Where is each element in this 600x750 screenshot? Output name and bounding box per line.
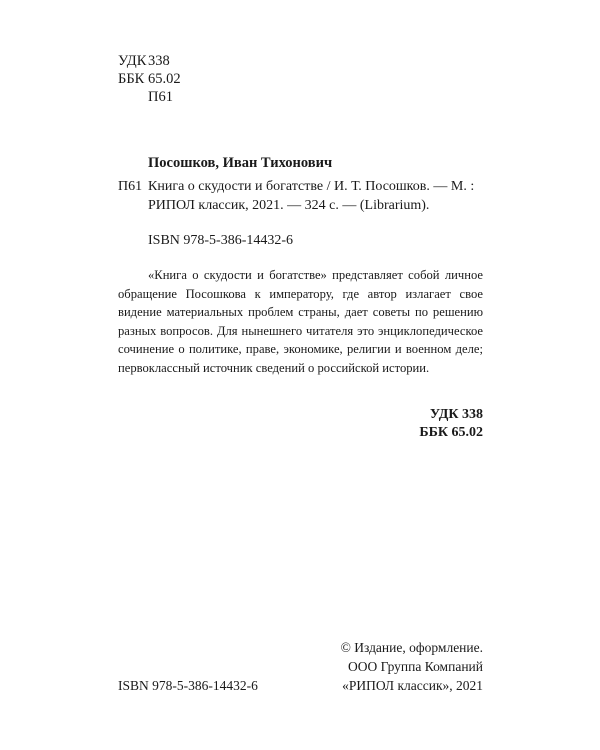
record-code: П61 (118, 179, 143, 194)
copyright-line-1: © Издание, оформление. (340, 640, 483, 655)
record-text: Книга о скудости и богатстве / И. Т. Посошков. — М. : РИПОЛ классик, 2021. — 324 с. — (Librarium). (148, 179, 475, 213)
record-description (118, 177, 483, 215)
annotation-paragraph: «Книга о скудости и богатстве» представляет собой личное обращение Посошкова к императору, где автор излагает свое видение материальных проблем страны, дает советы по решению разных вопросов. Для нынешнего читателя это энциклопедическое сочинение о политике, праве, экономике, религии и военном деле; первоклассный источник сведений о российской истории. (118, 268, 483, 375)
isbn-footer: ISBN 978-5-386-14432-6 (118, 678, 258, 693)
author-heading: Посошков, Иван Тихонович (148, 155, 333, 171)
author-sign-value: П61 (148, 89, 173, 105)
record-isbn: ISBN 978-5-386-14432-6 (148, 233, 294, 248)
bibliographic-record (118, 154, 483, 250)
classification-codes-top (118, 52, 181, 106)
copyright-notice (341, 638, 483, 695)
bbk-label: ББК (118, 71, 145, 87)
udk-value: 338 (148, 53, 170, 69)
bbk-code (118, 70, 181, 88)
udk-code (118, 52, 181, 70)
bbk-right: ББК 65.02 (419, 425, 483, 440)
bbk-value: 65.02 (148, 71, 181, 87)
author-sign (118, 88, 181, 106)
copyright-line-2: ООО Группа Компаний (348, 659, 483, 674)
classification-codes-right (419, 406, 483, 442)
udk-label: УДК (118, 53, 147, 69)
udk-right: УДК 338 (429, 407, 483, 422)
copyright-line-3: «РИПОЛ классик», 2021 (342, 678, 483, 693)
